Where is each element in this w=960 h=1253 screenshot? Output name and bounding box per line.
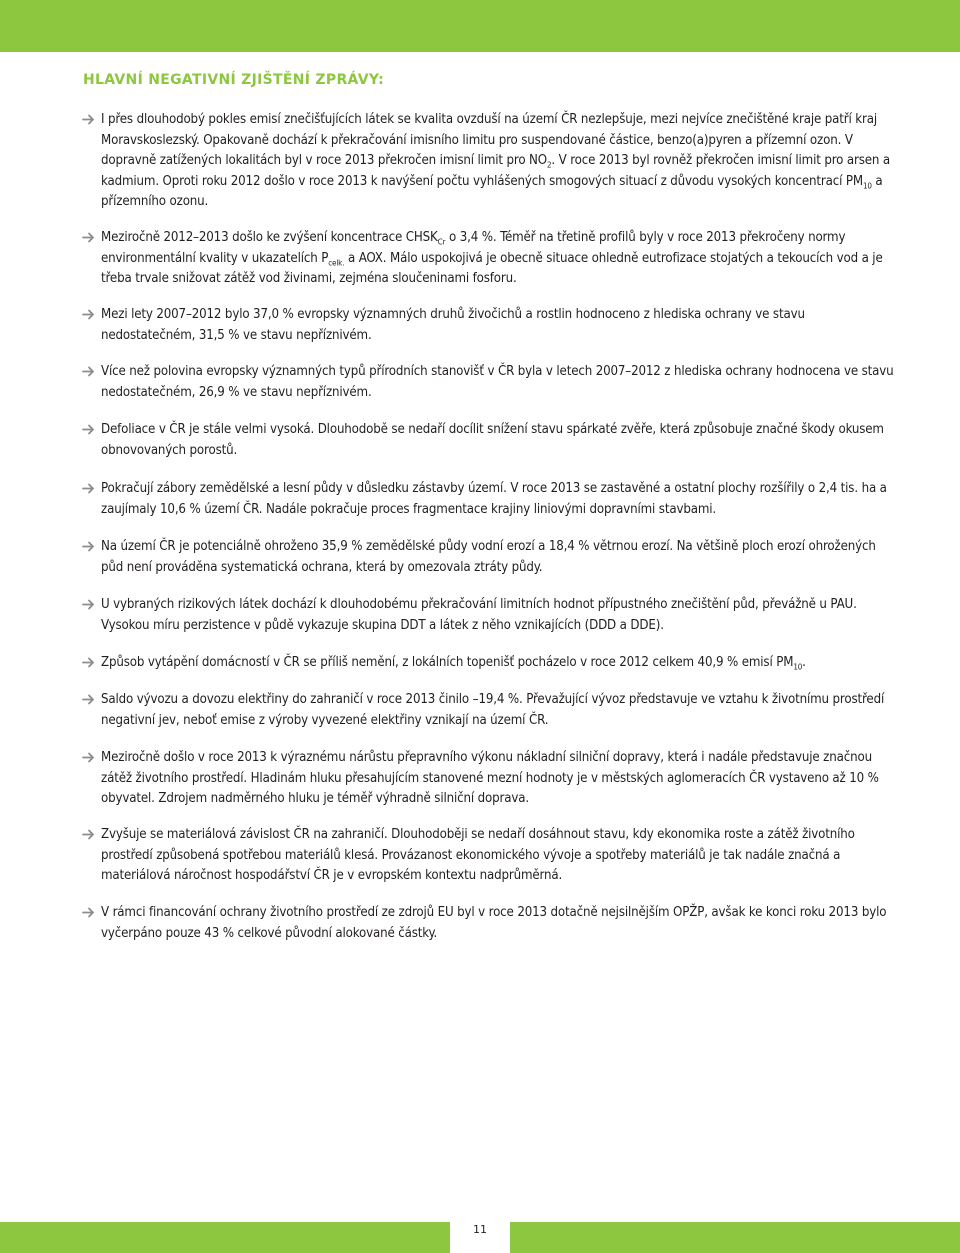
finding-text: Více než polovina evropsky významných typů přírodních stanovišť v ČR byla v letech 2007–2012 z hlediska ochrany hodnocena ve stavu nedostatečném, 26,9 % ve stavu nepříznivém. — [101, 364, 894, 400]
subscript: 2 — [546, 160, 552, 170]
finding-text: Zvyšuje se materiálová závislost ČR na zahraničí. Dlouhodoběji se nedaří dosáhnout stavu, kdy ekonomika roste a zátěž životního prostředí způsobená spotřebou materiálů klesá. Provázanost ekonomického vývoje a spotřeby materiálů je tak nadále značná a materiálová náročnost hospodářství ČR je v evropském kontextu nadprůměrná. — [101, 827, 855, 883]
finding-item-heating — [82, 653, 901, 674]
arrow-right-icon — [82, 308, 95, 321]
section-heading: HLAVNÍ NEGATIVNÍ ZJIŠTĚNÍ ZPRÁVY: — [83, 72, 384, 88]
arrow-right-icon — [82, 656, 95, 669]
finding-text: I přes dlouhodobý pokles emisí znečišťujících látek se kvalita ovzduší na území ČR nezlepšuje, mezi nejvíce znečištěné kraje patří kraj Moravskoslezský. Opakovaně dochází k překračování imisního limitu pro suspendované částice, benzo(a)pyren a přízemní ozon. V dopravně zatížených lokalitách byl v roce 2013 překročen imisní limit pro NO — [101, 112, 877, 168]
page-number: 11 — [473, 1223, 487, 1236]
arrow-right-icon — [82, 540, 95, 553]
finding-item-electricity — [82, 690, 901, 731]
finding-item-transport-noise — [82, 748, 901, 810]
finding-text: Pokračují zábory zemědělské a lesní půdy v důsledku zástavby území. V roce 2013 se zastavěné a ostatní plochy rozšířily o 2,4 tis. ha a zaujímaly 10,6 % území ČR. Nadále pokračuje proces fragmentace krajiny liniovými dopravními stavbami. — [101, 481, 887, 517]
finding-text: V rámci financování ochrany životního prostředí ze zdrojů EU byl v roce 2013 dotačně nejsilnějším OPŽP, avšak ke konci roku 2013 bylo vyčerpáno pouze 43 % celkové původní alokované částky. — [101, 905, 887, 941]
header-color-band — [0, 0, 960, 52]
arrow-right-icon — [82, 828, 95, 841]
finding-item-air-quality — [82, 110, 901, 213]
subscript: 10 — [793, 662, 803, 672]
arrow-right-icon — [82, 693, 95, 706]
finding-text: Na území ČR je potenciálně ohroženo 35,9 % zemědělské půdy vodní erozí a 18,4 % větrnou erozí. Na většině ploch erozí ohrožených půd není prováděna systematická ochrana, která by omezovala ztráty půdy. — [101, 539, 876, 575]
arrow-right-icon — [82, 598, 95, 611]
arrow-right-icon — [82, 906, 95, 919]
finding-text: Meziročně 2012–2013 došlo ke zvýšení koncentrace CHSK — [101, 230, 438, 245]
finding-text: a přízemního ozonu. — [101, 173, 883, 209]
finding-text: . — [802, 655, 806, 670]
subscript: 10 — [862, 181, 872, 191]
subscript: celk. — [328, 258, 345, 268]
page-number-tab — [450, 1212, 510, 1253]
finding-item-materials — [82, 825, 901, 887]
arrow-right-icon — [82, 365, 95, 378]
finding-item-water — [82, 228, 901, 290]
finding-text: Defoliace v ČR je stále velmi vysoká. Dlouhodobě se nedaří docílit snížení stavu spárkaté zvěře, která způsobuje značné škody okusem obnovovaných porostů. — [101, 422, 884, 458]
finding-item-defoliation — [82, 420, 901, 461]
finding-text: Způsob vytápění domácností v ČR se příliš nemění, z lokálních topenišť pocházelo v roce 2012 celkem 40,9 % emisí PM — [101, 655, 794, 670]
finding-item-habitats — [82, 362, 901, 403]
finding-text: U vybraných rizikových látek dochází k dlouhodobému překračování limitních hodnot přípustného znečištění půd, převážně u PAU. Vysokou míru perzistence v půdě vykazuje skupina DDT a látek z něho vznikajících (DDD a DDE). — [101, 597, 857, 633]
subscript: Cr — [437, 237, 446, 247]
finding-item-species — [82, 305, 901, 346]
arrow-right-icon — [82, 113, 95, 126]
arrow-right-icon — [82, 751, 95, 764]
finding-text: Saldo vývozu a dovozu elektřiny do zahraničí v roce 2013 činilo –19,4 %. Převažující vývoz představuje ve vztahu k životnímu prostředí negativní jev, neboť emise z výroby vyvezené elektřiny vznikají na území ČR. — [101, 692, 885, 728]
finding-text: o 3,4 %. Téměř na třetině profilů byly v roce 2013 překročeny normy environmentální kvality v ukazatelích P — [101, 230, 846, 266]
arrow-right-icon — [82, 231, 95, 244]
finding-text: . V roce 2013 byl rovněž překročen imisní limit pro arsen a kadmium. Oproti roku 2012 došlo v roce 2013 k navýšení počtu vyhlášených smogových situací z důvodu vysokých koncentrací PM — [101, 153, 891, 189]
finding-item-land-use — [82, 479, 901, 520]
finding-text: Mezi lety 2007–2012 bylo 37,0 % evropsky významných druhů živočichů a rostlin hodnoceno z hlediska ochrany ve stavu nedostatečném, 31,5 % ve stavu nepříznivém. — [101, 307, 805, 343]
finding-item-soil-contamination — [82, 595, 901, 636]
arrow-right-icon — [82, 482, 95, 495]
arrow-right-icon — [82, 423, 95, 436]
finding-text: a AOX. Málo uspokojivá je obecně situace ohledně eutrofizace stojatých a tekoucích vod a je třeba trvale snižovat zátěž vod živinami, zejména sloučeninami fosforu. — [101, 250, 883, 286]
finding-item-financing — [82, 903, 901, 944]
finding-item-erosion — [82, 537, 901, 578]
finding-text: Meziročně došlo v roce 2013 k výraznému nárůstu přepravního výkonu nákladní silniční dopravy, která i nadále představuje značnou zátěž životního prostředí. Hladinám hluku přesahujícím stanovené mezní hodnoty je v městských aglomeracích ČR vystaveno až 10 % obyvatel. Zdrojem nadměrného hluku je téměř výhradně silniční doprava. — [101, 750, 879, 806]
